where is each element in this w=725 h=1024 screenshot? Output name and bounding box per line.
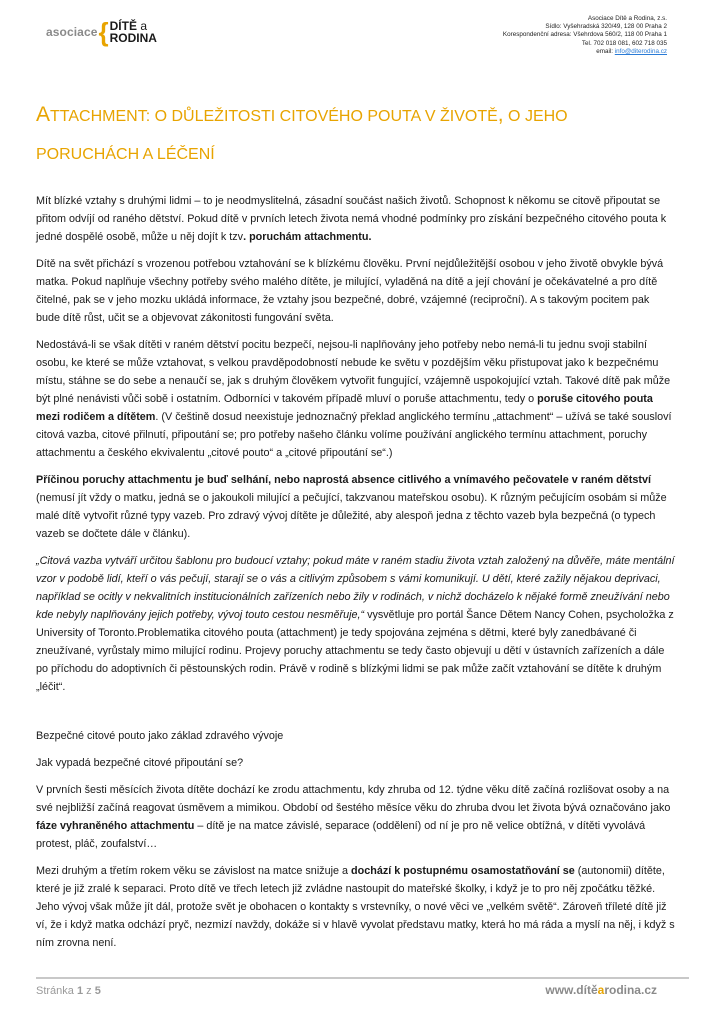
- paragraph-5: [36, 552, 676, 696]
- bold-text: Příčinou poruchy attachmentu je buď selhání, nebo naprostá absence citlivého a vnímavého pečovatele v raném dětství: [36, 474, 651, 486]
- paragraph-3: [36, 336, 676, 462]
- title-comma: ,: [497, 103, 504, 126]
- quote-text: „Citová vazba vytváří určitou šablonu pro budoucí vztahy; pokud máte v raném stadiu života vztah založený na důvěře, máte mentální vzor v podobě lidí, kteří o vás pečují, starají se o vás a citlivým způsobem s vámi komunikují. U dětí, které zažily nějakou deprivaci, například se ocitly v nekvalitních institucionálních zařízeních nebo žily v rodinách, v nichž docházelo k nějaké formě zneužívání nebo kde nebyly naplňovány jejich potřeby, vývoj touto cestou nesměřuje,“: [36, 555, 675, 621]
- org-email-label: email:: [596, 47, 615, 55]
- total-pages: 5: [94, 985, 101, 997]
- logo-rodina: RODINA: [109, 31, 157, 45]
- web-part: rodina: [604, 983, 641, 997]
- org-email-link[interactable]: info@diterodina.cz: [614, 47, 667, 55]
- logo-brace: {: [98, 17, 109, 47]
- text: (autonomii) dítěte, které je již zralé k separaci. Proto dítě ve třech letech již zvládne nastoupit do mateřské školky, i když je to pro něj zpočátku těžké. Jeho vývoj však může jít dál, protože svět je obohacen o kontakty s vrstevníky, o nové věci ve „velkém světě“. Zároveň tříleté dítě již ví, že i když matka odchází pryč, nezmizí navždy, dokáže si v hlavě vyvolat představu matky, která ho má ráda a myslí na něj, i když s ním zrovna není.: [36, 865, 675, 949]
- title-part: TTACHMENT: O DŮLEŽITOSTI CITOVÉHO POUTA V ŽIVOTĚ: [50, 108, 498, 125]
- current-page: 1: [76, 985, 84, 997]
- org-correspondence: Korespondenční adresa: Všehrdova 560/2, 118 00 Praha 1: [502, 31, 667, 39]
- paragraph-7: [36, 862, 676, 952]
- text: (nemusí jít vždy o matku, jedná se o jakoukoli milující a pečující, takzvanou mateřskou osobu). K různým pečujícím osobám si může malé dítě vytvořit různé typy vazeb. Pro zdravý vývoj dítěte je důležité, aby alespoň jedna z těchto vazeb byla bezpečná (o typech vazeb se dočtete dále v článku).: [36, 492, 667, 540]
- title-part-end: O JEHO: [503, 108, 568, 125]
- web-part: dítě: [576, 983, 598, 997]
- org-phone: Tel. 702 018 081, 602 718 035: [581, 39, 667, 47]
- bold-text: dochází k postupnému osamostatňování se: [351, 865, 575, 877]
- logo-asociace: asociace: [46, 25, 98, 39]
- text: Mezi druhým a třetím rokem věku se závislost na matce snižuje a: [36, 865, 352, 877]
- subheading-2: Jak vypadá bezpečné citové připoutání se?: [36, 757, 244, 769]
- page-title: [36, 96, 676, 174]
- logo: [46, 17, 157, 47]
- web-accent: a: [597, 983, 605, 997]
- web-part: .cz: [640, 983, 657, 997]
- title-initial: A: [36, 103, 51, 126]
- text: Mít blízké vztahy s druhými lidmi – to je neodmyslitelná, zásadní součást našich životů. Schopnost k někomu se citově připoutat se přitom odvíjí od raného dětství. Pokud dítě v prvních letech života nemá vhodné podmínky pro získání bezpečného citového pouta k jedné dospělé osobě, může u něj dojít k tzv: [36, 195, 667, 243]
- text: – dítě je na matce závislé, separace (oddělení) od ní je pro ně velice obtížná, v dítěti vyvolává protest, pláč, zoufalství…: [36, 820, 646, 850]
- web-part: www.: [545, 983, 577, 997]
- page-label: Stránka: [36, 985, 77, 997]
- org-name: Asociace Dítě a Rodina, z.s.: [587, 15, 667, 22]
- page-of: z: [83, 985, 95, 997]
- text: . (V češtině dosud neexistuje jednoznačný překlad anglického termínu „attachment“ – užívá se také sousloví citová vazba, citové přilnutí, připoutání se; pro potřeby našeho článku volíme používání anglického termínu attachment, poruchy attachmentu a českého ekvivalentu „citové pouto“ a „citové připoutání se“.): [36, 411, 672, 459]
- text: V prvních šesti měsících života dítěte dochází ke zrodu attachmentu, kdy zhruba od 12. týdne věku dítě začíná rozlišovat osoby a na své nejbližší začíná reagovat úsměvem a mimikou. Období od šestého měsíce věku do zhruba dvou let života bývá označováno jako: [36, 784, 671, 814]
- subheading-1: Bezpečné citové pouto jako základ zdravého vývoje: [36, 730, 284, 742]
- footer-website-link[interactable]: [545, 983, 657, 997]
- text: vysvětluje pro portál Šance Dětem Nancy Cohen, psycholožka z University of Toronto.Problematika citového pouta (attachment) je tedy spojována zejména s dětmi, které byly zanedbávané či zneužívané, vyrůstaly mimo milující rodinu. Projevy poruchy attachmentu se tedy často objevují u dětí v ústavních zařízeních a dále po příchodu do adoptivních či pěstounských rodin. Právě v rodině s blízkými lidmi se pak může začít vztahování se dítěte k druhým „léčit“.: [36, 609, 674, 693]
- article-body: [36, 192, 676, 961]
- logo-wordmark: [110, 20, 157, 44]
- logo-dite: DÍTĚ: [109, 19, 137, 33]
- bold-text: . poruchám attachmentu.: [243, 231, 372, 243]
- paragraph-6: [36, 781, 676, 853]
- spacer: [36, 705, 676, 727]
- paragraph-1: [36, 192, 676, 246]
- title-line2: PORUCHÁCH A LÉČENÍ: [36, 146, 215, 163]
- paragraph-4: [36, 471, 676, 543]
- paragraph-2: Dítě na svět přichází s vrozenou potřebou vztahování se k blízkému člověku. První nejdůležitější osobou v jeho životě obvykle bývá matka. Pokud naplňuje všechny potřeby svého malého dítěte, je milující, vyladěná na dítě a její chování je očekávatelné a pro dítě čitelné, pak se v jeho mozku ukládá informace, že vztahy jsou bezpečné, dobré, vzájemné (reciproční). A s takovým pocitem pak bude dítě růst, učit se a objevovat zákonitosti fungování světa.: [36, 258, 664, 324]
- bold-text: fáze vyhraněného attachmentu: [36, 820, 195, 832]
- org-email-row: [503, 48, 667, 56]
- bold-text: poruše citového pouta mezi rodičem a dítětem: [36, 393, 653, 423]
- page-number: [36, 985, 101, 997]
- organization-address: [503, 15, 667, 56]
- text: Nedostává-li se však dítěti v raném dětství pocitu bezpečí, nejsou-li naplňovány jeho potřeby nebo nemá-li tu jednu svoji stabilní osobu, ke které se může vztahovat, s velkou pravděpodobností nebude ke světu v pozdějším věku přistupovat jako k bezpečnému místu, stáhne se do sebe a nenaučí se, jak s druhým člověkem vytvořit fungující, vzájemně uspokojující vztah. Takové dítě pak může být plné nenávisti vůči sobě i ostatním. Odborníci v takovém případě mluví o poruše attachmentu, tedy o: [36, 339, 671, 405]
- org-sidlo: Sídlo: Vyšehradská 320/49, 128 00 Praha 2: [545, 23, 667, 31]
- footer-divider: [36, 977, 689, 979]
- logo-a: a: [136, 19, 147, 33]
